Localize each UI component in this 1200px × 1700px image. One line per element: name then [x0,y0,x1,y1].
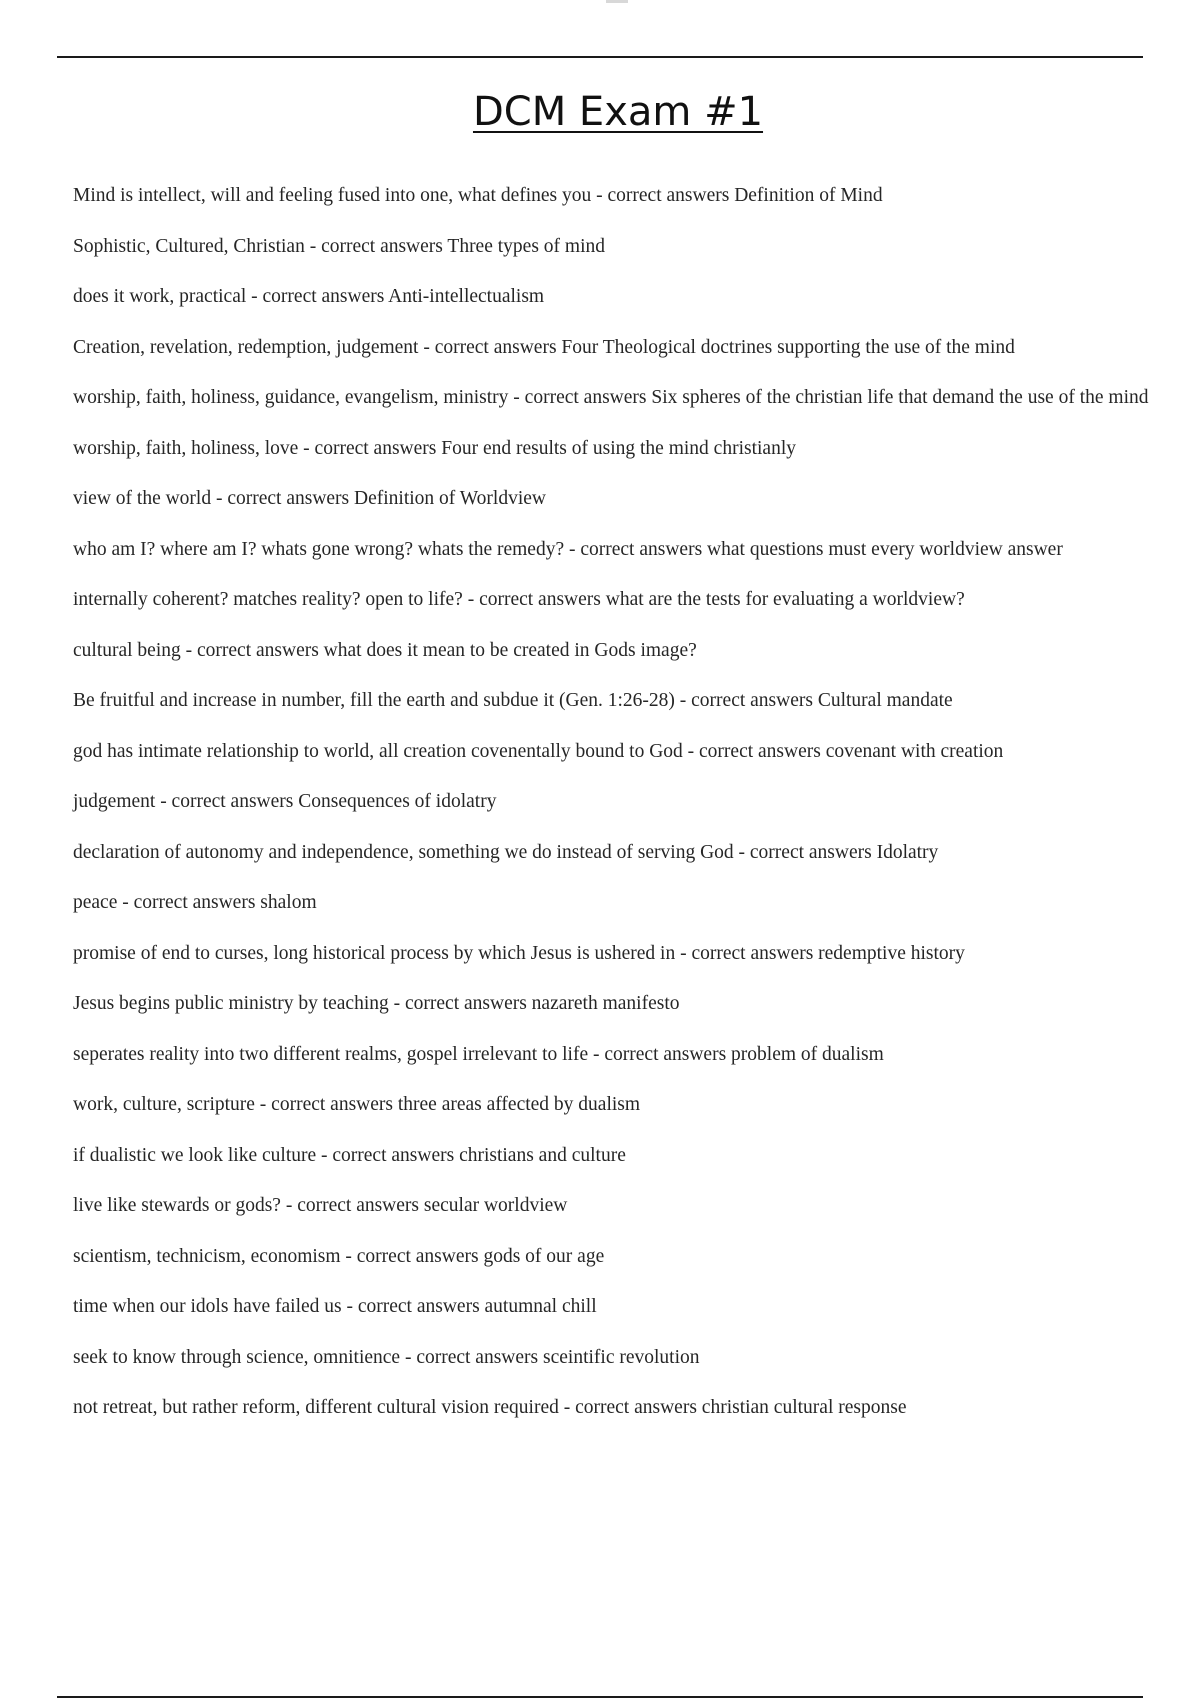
footer-rule [57,1696,1143,1698]
qa-item: worship, faith, holiness, guidance, evangelism, ministry - correct answers Six spheres of the christian life that demand the use of the mind [73,387,1149,408]
header-rule [57,56,1143,58]
qa-item: scientism, technicism, economism - correct answers gods of our age [73,1245,605,1267]
qa-item: time when our idols have failed us - correct answers autumnal chill [73,1296,597,1317]
qa-item: Be fruitful and increase in number, fill the earth and subdue it (Gen. 1:26-28) - correct answers Cultural mandate [73,690,953,711]
qa-item: declaration of autonomy and independence, something we do instead of serving God - correct answers Idolatry [73,841,939,863]
qa-item: if dualistic we look like culture - correct answers christians and culture [73,1144,626,1166]
page-title: DCM Exam #1 [472,89,764,135]
qa-item: Jesus begins public ministry by teaching - correct answers nazareth manifesto [73,993,680,1014]
qa-item: peace - correct answers shalom [73,892,317,913]
qa-item: promise of end to curses, long historical process by which Jesus is ushered in - correct answers redemptive history [73,942,965,964]
qa-item: not retreat, but rather reform, different cultural vision required - correct answers christian cultural response [73,1397,907,1418]
qa-item: god has intimate relationship to world, all creation covenentally bound to God - correct answers covenant with creation [73,740,1004,762]
qa-item: live like stewards or gods? - correct answers secular worldview [73,1195,568,1216]
qa-item: Mind is intellect, will and feeling fused into one, what defines you - correct answers Definition of Mind [73,185,883,206]
qa-item: cultural being - correct answers what does it mean to be created in Gods image? [73,639,697,661]
qa-item: Sophistic, Cultured, Christian - correct answers Three types of mind [73,235,605,257]
qa-item: judgement - correct answers Consequences of idolatry [73,791,497,812]
qa-item: who am I? where am I? whats gone wrong? whats the remedy? - correct answers what questions must every worldview answer [73,538,1063,560]
qa-item: worship, faith, holiness, love - correct answers Four end results of using the mind christianly [73,437,796,459]
qa-item: does it work, practical - correct answers Anti-intellectualism [73,286,545,307]
qa-item: work, culture, scripture - correct answers three areas affected by dualism [73,1094,641,1115]
qa-item: Creation, revelation, redemption, judgement - correct answers Four Theological doctrines supporting the use of the mind [73,336,1015,358]
qa-item: internally coherent? matches reality? open to life? - correct answers what are the tests for evaluating a worldview? [73,589,965,610]
qa-item: seperates reality into two different realms, gospel irrelevant to life - correct answers problem of dualism [73,1043,884,1065]
qa-item: view of the world - correct answers Definition of Worldview [73,488,546,509]
qa-list [73,184,1153,1447]
header-mark [606,0,628,3]
qa-item: seek to know through science, omnitience - correct answers sceintific revolution [73,1346,700,1368]
